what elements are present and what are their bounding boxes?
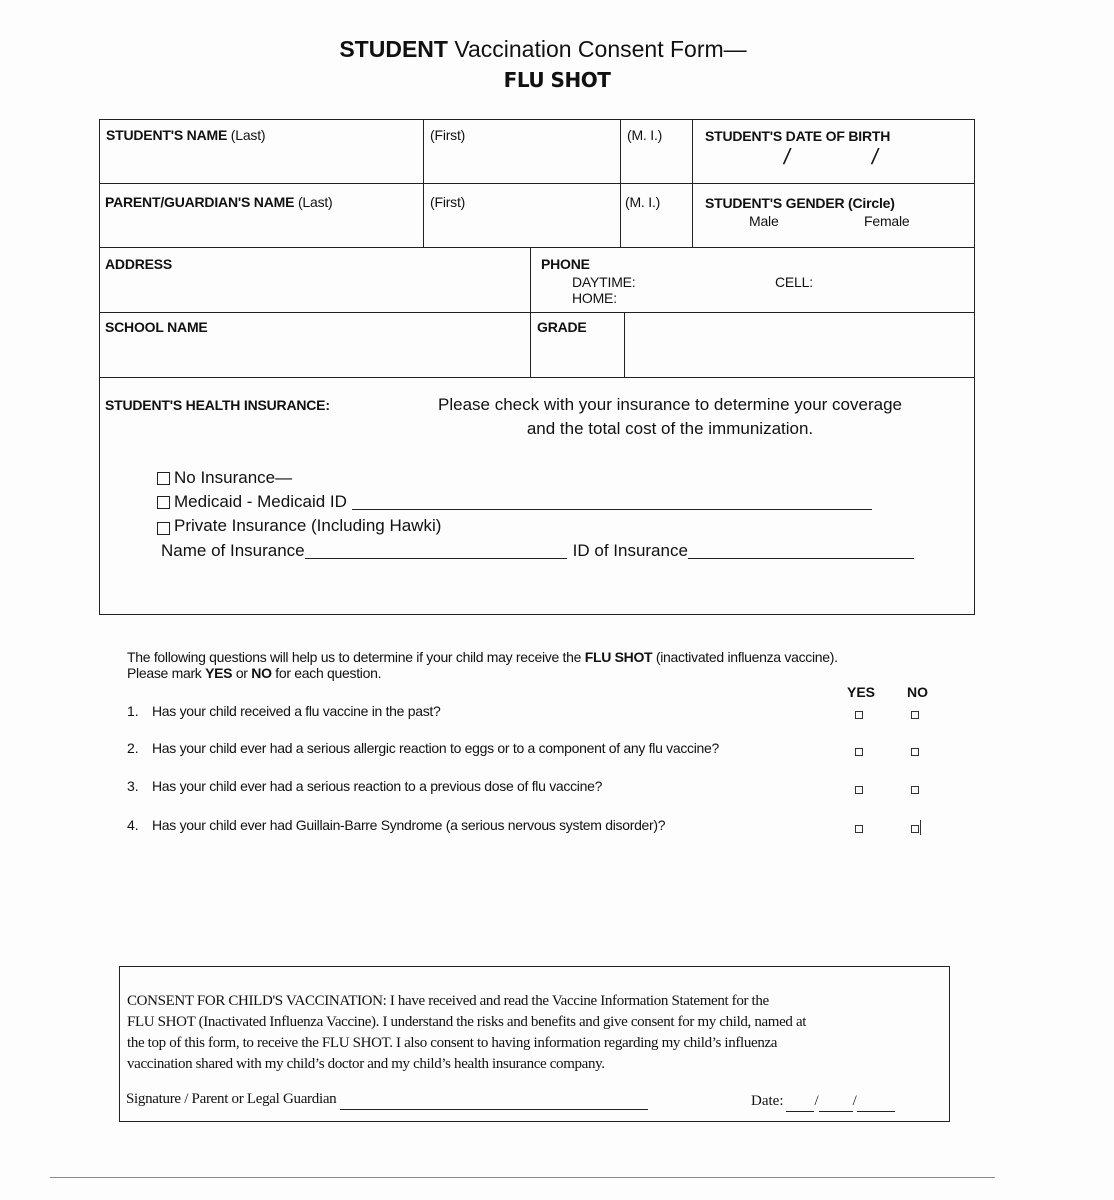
intro-text-end: (inactivated influenza vaccine). <box>652 649 838 665</box>
insurance-label: STUDENT'S HEALTH INSURANCE: <box>105 397 330 413</box>
question-row <box>127 740 947 760</box>
signature-row <box>126 1089 648 1110</box>
option-no-insurance[interactable] <box>157 468 292 488</box>
question-number: 2. <box>127 740 139 756</box>
instruction-text: for each question. <box>271 665 382 681</box>
first-label: (First) <box>430 127 466 143</box>
date-label: Date: <box>751 1093 784 1109</box>
name-of-insurance-input[interactable] <box>305 544 567 559</box>
question-row <box>127 703 947 723</box>
grade-label: GRADE <box>537 319 587 335</box>
yes-checkbox[interactable] <box>855 748 863 756</box>
question-text: Has your child ever had Guillain-Barre Syndrome (a serious nervous system disorder)? <box>152 817 666 833</box>
question-row <box>127 817 947 837</box>
yes-checkbox[interactable] <box>855 825 863 833</box>
parent-first-label: (First) <box>430 194 466 210</box>
parent-mi-field[interactable] <box>622 185 691 247</box>
daytime-label: DAYTIME: <box>572 274 636 290</box>
divider <box>530 247 531 377</box>
date-year-input[interactable] <box>857 1095 895 1112</box>
divider <box>99 377 975 378</box>
question-number: 4. <box>127 817 139 833</box>
date-slash: / <box>814 1093 819 1109</box>
insurance-note-line1: Please check with your insurance to determine your coverage <box>438 395 902 414</box>
option-medicaid[interactable] <box>157 492 872 512</box>
phone-field[interactable] <box>532 249 973 311</box>
home-label: HOME: <box>572 290 617 306</box>
medicaid-id-input[interactable] <box>352 495 872 510</box>
consent-line: FLU SHOT (Inactivated Influenza Vaccine). I understand the risks and benefits and give consent for my child, named at <box>127 1014 807 1030</box>
address-label: ADDRESS <box>105 256 173 272</box>
form-subtitle: FLU SHOT <box>503 68 611 92</box>
signature-input[interactable] <box>340 1093 648 1110</box>
no-checkbox[interactable] <box>911 711 919 719</box>
parent-first-name-field[interactable] <box>425 185 619 247</box>
grade-value-field[interactable] <box>626 314 973 376</box>
divider <box>423 119 424 247</box>
date-month-input[interactable] <box>786 1095 814 1112</box>
student-last-name-field[interactable] <box>100 120 422 182</box>
no-checkbox[interactable] <box>911 748 919 756</box>
intro-text: The following questions will help us to determine if your child may receive the <box>127 649 585 665</box>
grade-field[interactable] <box>532 314 622 376</box>
parent-mi-label: (M. I.) <box>625 194 661 210</box>
student-name-label: STUDENT'S NAME <box>106 127 228 143</box>
consent-line: vaccination shared with my child’s doctor and my child’s health insurance company. <box>127 1056 605 1072</box>
date-day-input[interactable] <box>819 1095 853 1112</box>
intro-bold: FLU SHOT <box>584 649 653 665</box>
student-dob-field[interactable] <box>694 120 973 182</box>
yes-checkbox[interactable] <box>855 711 863 719</box>
gender-field <box>694 185 973 247</box>
name-of-insurance-label: Name of Insurance <box>161 541 305 560</box>
gender-option-male[interactable]: Male <box>749 213 779 229</box>
parent-name-label: PARENT/GUARDIAN'S NAME <box>105 194 295 210</box>
student-mi-field[interactable] <box>622 120 691 182</box>
last-label: (Last) <box>230 127 266 143</box>
insurance-name-row <box>161 541 914 561</box>
checkbox-icon[interactable] <box>157 522 170 535</box>
instruction-text: or <box>232 665 252 681</box>
option-label: Medicaid - Medicaid ID <box>174 492 347 511</box>
id-of-insurance-input[interactable] <box>688 544 914 559</box>
no-checkbox[interactable] <box>911 825 919 833</box>
id-of-insurance-label: ID of Insurance <box>572 541 688 560</box>
gender-option-female[interactable]: Female <box>864 213 910 229</box>
instruction-text: Please mark <box>127 665 206 681</box>
date-slash: / <box>852 1093 857 1109</box>
title-rest: Vaccination Consent Form— <box>447 36 747 62</box>
consent-line: the top of this form, to receive the FLU SHOT. I also consent to having information regarding my child’s influenza <box>127 1035 778 1051</box>
checkbox-icon[interactable] <box>157 472 170 485</box>
option-label: No Insurance— <box>174 468 293 487</box>
date-row <box>751 1091 895 1112</box>
gender-label: STUDENT'S GENDER (Circle) <box>705 195 895 211</box>
no-column-header: NO <box>907 684 928 700</box>
title-bold: STUDENT <box>339 36 448 62</box>
consent-text <box>127 991 947 1075</box>
pen-mark <box>920 820 921 835</box>
dob-slash-1: / <box>781 144 793 169</box>
parent-last-label: (Last) <box>297 194 333 210</box>
divider <box>99 247 975 248</box>
phone-label: PHONE <box>541 256 590 272</box>
student-first-name-field[interactable] <box>425 120 619 182</box>
dob-slash-2: / <box>869 144 881 169</box>
questions-instruction <box>127 665 381 681</box>
question-row <box>127 778 947 798</box>
consent-line: CONSENT FOR CHILD'S VACCINATION: I have received and read the Vaccine Information Statement for the <box>127 993 769 1009</box>
form-title <box>0 36 1114 63</box>
option-label: Private Insurance (Including Hawki) <box>174 516 442 535</box>
parent-last-name-field[interactable] <box>100 185 422 247</box>
divider <box>99 183 975 184</box>
checkbox-icon[interactable] <box>157 496 170 509</box>
insurance-note-line2: and the total cost of the immunization. <box>526 419 814 438</box>
insurance-note <box>395 393 945 441</box>
questions-intro <box>127 649 967 665</box>
question-text: Has your child ever had a serious allergic reaction to eggs or to a component of any flu vaccine? <box>152 740 720 756</box>
question-number: 3. <box>127 778 139 794</box>
question-text: Has your child ever had a serious reaction to a previous dose of flu vaccine? <box>152 778 603 794</box>
school-name-label: SCHOOL NAME <box>105 319 208 335</box>
yes-checkbox[interactable] <box>855 786 863 794</box>
question-text: Has your child received a flu vaccine in the past? <box>152 703 441 719</box>
school-name-field[interactable] <box>100 314 528 376</box>
divider <box>624 312 625 377</box>
option-private-insurance[interactable] <box>157 516 441 536</box>
page-edge-line <box>50 1177 995 1178</box>
no-checkbox[interactable] <box>911 786 919 794</box>
question-number: 1. <box>127 703 139 719</box>
yes-column-header: YES <box>847 684 876 700</box>
signature-label: Signature / Parent or Legal Guardian <box>126 1091 337 1107</box>
divider <box>692 119 693 247</box>
instruction-no: NO <box>251 665 272 681</box>
divider <box>620 119 621 247</box>
dob-label: STUDENT'S DATE OF BIRTH <box>705 128 891 144</box>
address-field[interactable] <box>100 249 528 311</box>
instruction-yes: YES <box>205 665 233 681</box>
divider <box>99 312 975 313</box>
mi-label: (M. I.) <box>627 127 663 143</box>
cell-label: CELL: <box>775 274 813 290</box>
